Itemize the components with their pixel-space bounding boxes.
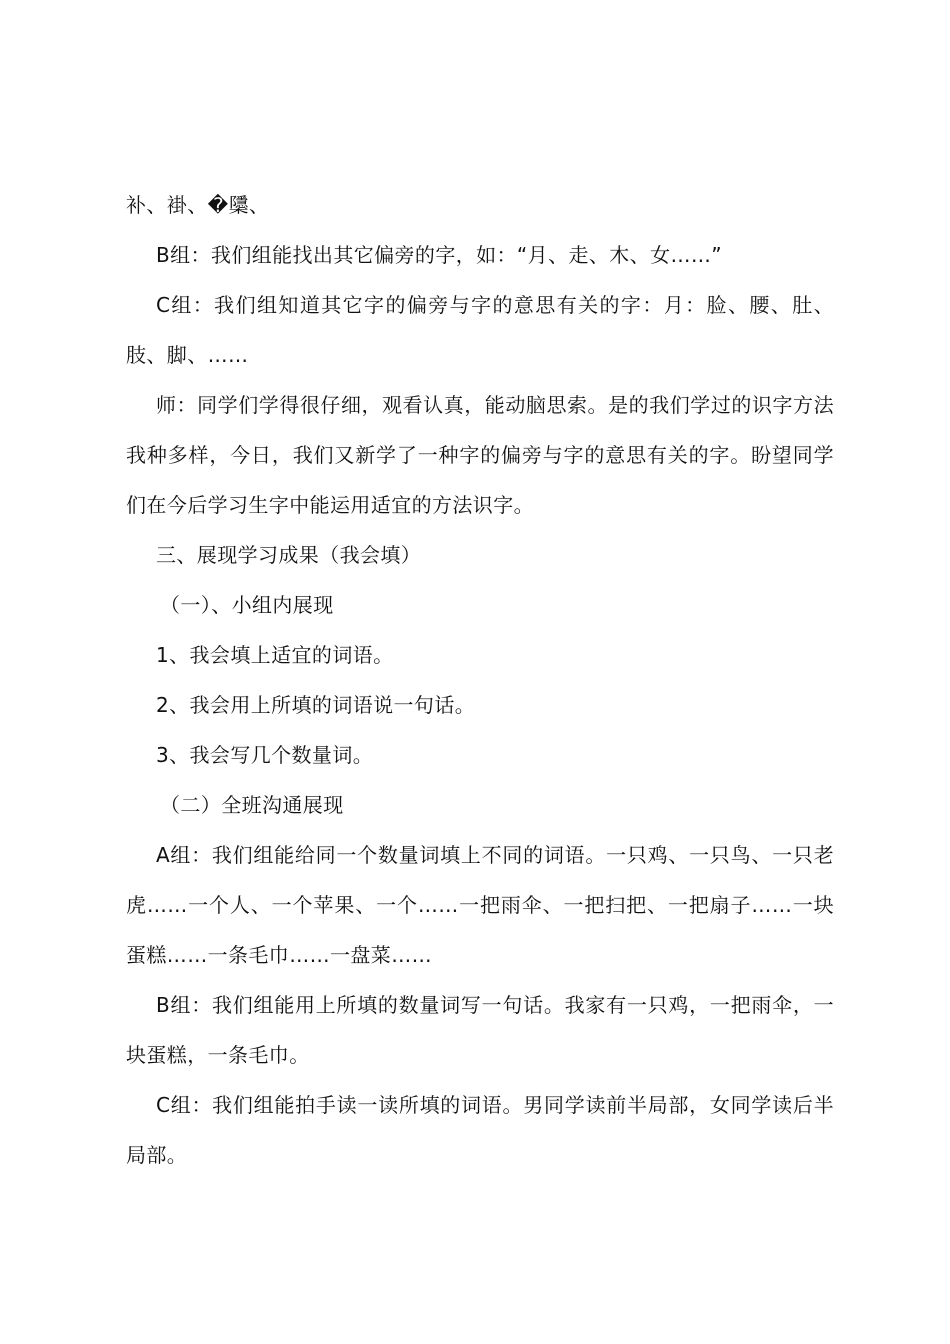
subsection-heading-group-display: （一）、小组内展现 [160,593,334,617]
list-item-3: 3、我会写几个数量词。 [156,743,374,767]
list-item-2: 2、我会用上所填的词语说一句话。 [156,693,476,717]
paragraph-group-b-sentence: B组：我们组能用上所填的数量词写一句话。我家有一只鸡，一把雨伞，一块蛋糕，一条毛巾。 [126,993,834,1067]
paragraph-group-b-radicals: B组：我们组能找出其它偏旁的字，如：“月、走、木、女……” [156,243,723,267]
section-heading-results: 三、展现学习成果（我会填） [156,543,422,567]
paragraph-continuation: 补、褂、�櫽、 [126,193,270,217]
list-item-1: 1、我会填上适宜的词语。 [156,643,394,667]
paragraph-group-c-radicals: C组：我们组知道其它字的偏旁与字的意思有关的字：月：脸、腰、肚、肢、脚、…… [126,293,834,367]
document-body [126,180,834,1180]
paragraph-teacher-summary: 师：同学们学得很仔细，观看认真，能动脑思索。是的我们学过的识字方法我种多样，今日，我们又新学了一种字的偏旁与字的意思有关的字。盼望同学们在今后学习生字中能运用适宜的方法识字。 [126,393,834,517]
subsection-heading-class-display: （二）全班沟通展现 [160,793,344,817]
paragraph-group-c-reading: C组：我们组能拍手读一读所填的词语。男同学读前半局部，女同学读后半局部。 [126,1093,834,1167]
paragraph-group-a-words: A组：我们组能给同一个数量词填上不同的词语。一只鸡、一只鸟、一只老虎……一个人、一个苹果、一个……一把雨伞、一把扫把、一把扇子……一块蛋糕……一条毛巾……一盘菜…… [126,843,834,967]
